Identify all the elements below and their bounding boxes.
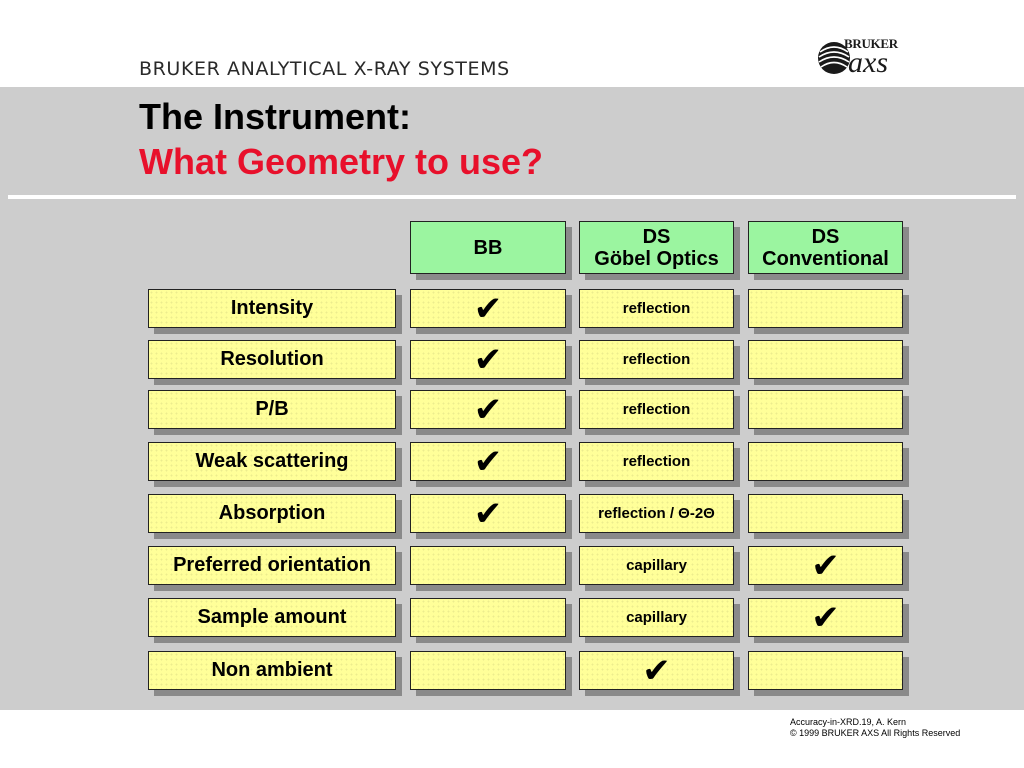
row-label: Sample amount (197, 606, 347, 628)
table-cell-goebel (579, 651, 734, 690)
table-cell-bb (410, 494, 566, 533)
table-cell-conventional (748, 340, 903, 379)
row-label-cell (148, 340, 396, 379)
check-icon: ✔ (473, 288, 503, 329)
column-header-line2: Göbel Optics (594, 247, 719, 270)
table-cell-conventional (748, 390, 903, 429)
check-icon: ✔ (473, 441, 503, 482)
table-cell-bb (410, 598, 566, 637)
row-label-cell (148, 494, 396, 533)
check-icon: ✔ (642, 650, 671, 691)
table-cell-bb (410, 651, 566, 690)
table-cell-bb (410, 546, 566, 585)
row-label: Absorption (218, 502, 326, 524)
column-header-bb (410, 221, 566, 274)
row-label: P/B (255, 398, 289, 420)
title-divider (8, 195, 1016, 199)
check-icon: ✔ (473, 493, 503, 534)
footer-copyright: © 1999 BRUKER AXS All Rights Reserved (790, 728, 961, 738)
table-cell-goebel (579, 390, 734, 429)
table-cell-goebel (579, 289, 734, 328)
bruker-axs-logo (816, 36, 906, 82)
check-icon: ✔ (473, 389, 503, 430)
company-header: BRUKER ANALYTICAL X-RAY SYSTEMS (139, 58, 510, 80)
cell-value: reflection (622, 300, 691, 317)
table-cell-conventional (748, 651, 903, 690)
table-cell-conventional (748, 442, 903, 481)
table-cell-bb (410, 442, 566, 481)
row-label: Preferred orientation (173, 554, 371, 576)
cell-value: reflection (622, 351, 691, 368)
row-label-cell (148, 546, 396, 585)
row-label: Intensity (230, 297, 314, 319)
table-cell-conventional (748, 289, 903, 328)
column-header-ds-goebel (579, 221, 734, 274)
footer-reference: Accuracy-in-XRD.19, A. Kern (790, 717, 907, 727)
logo-word-axs: axs (848, 46, 888, 79)
row-label-cell (148, 598, 396, 637)
table-cell-conventional (748, 598, 903, 637)
column-header-line1: DS (642, 225, 671, 248)
column-header-line2: Conventional (762, 247, 889, 270)
table-cell-goebel (579, 546, 734, 585)
page-subtitle: What Geometry to use? (139, 141, 544, 182)
page-title: The Instrument: (139, 96, 412, 137)
table-cell-goebel (579, 598, 734, 637)
row-label-cell (148, 289, 396, 328)
table-cell-conventional (748, 546, 903, 585)
cell-value: capillary (626, 609, 687, 626)
check-icon: ✔ (811, 545, 840, 586)
check-icon: ✔ (811, 597, 840, 638)
column-header-line1: BB (473, 236, 503, 259)
logo-word-bruker: BRUKER (844, 36, 898, 51)
table-cell-goebel (579, 340, 734, 379)
row-label: Weak scattering (195, 450, 349, 472)
table-cell-goebel (579, 442, 734, 481)
row-label: Non ambient (211, 659, 333, 681)
table-cell-bb (410, 289, 566, 328)
column-header-line1: DS (811, 225, 840, 248)
row-label-cell (148, 390, 396, 429)
cell-value: reflection (622, 401, 691, 418)
row-label-cell (148, 442, 396, 481)
row-label-cell (148, 651, 396, 690)
table-cell-conventional (748, 494, 903, 533)
table-cell-goebel (579, 494, 734, 533)
table-cell-bb (410, 340, 566, 379)
cell-value: reflection / Θ-2Θ (598, 505, 715, 522)
cell-value: capillary (626, 557, 687, 574)
check-icon: ✔ (473, 339, 503, 380)
footer (790, 717, 960, 739)
table-cell-bb (410, 390, 566, 429)
cell-value: reflection (622, 453, 691, 470)
row-label: Resolution (220, 348, 324, 370)
column-header-ds-conventional (748, 221, 903, 274)
